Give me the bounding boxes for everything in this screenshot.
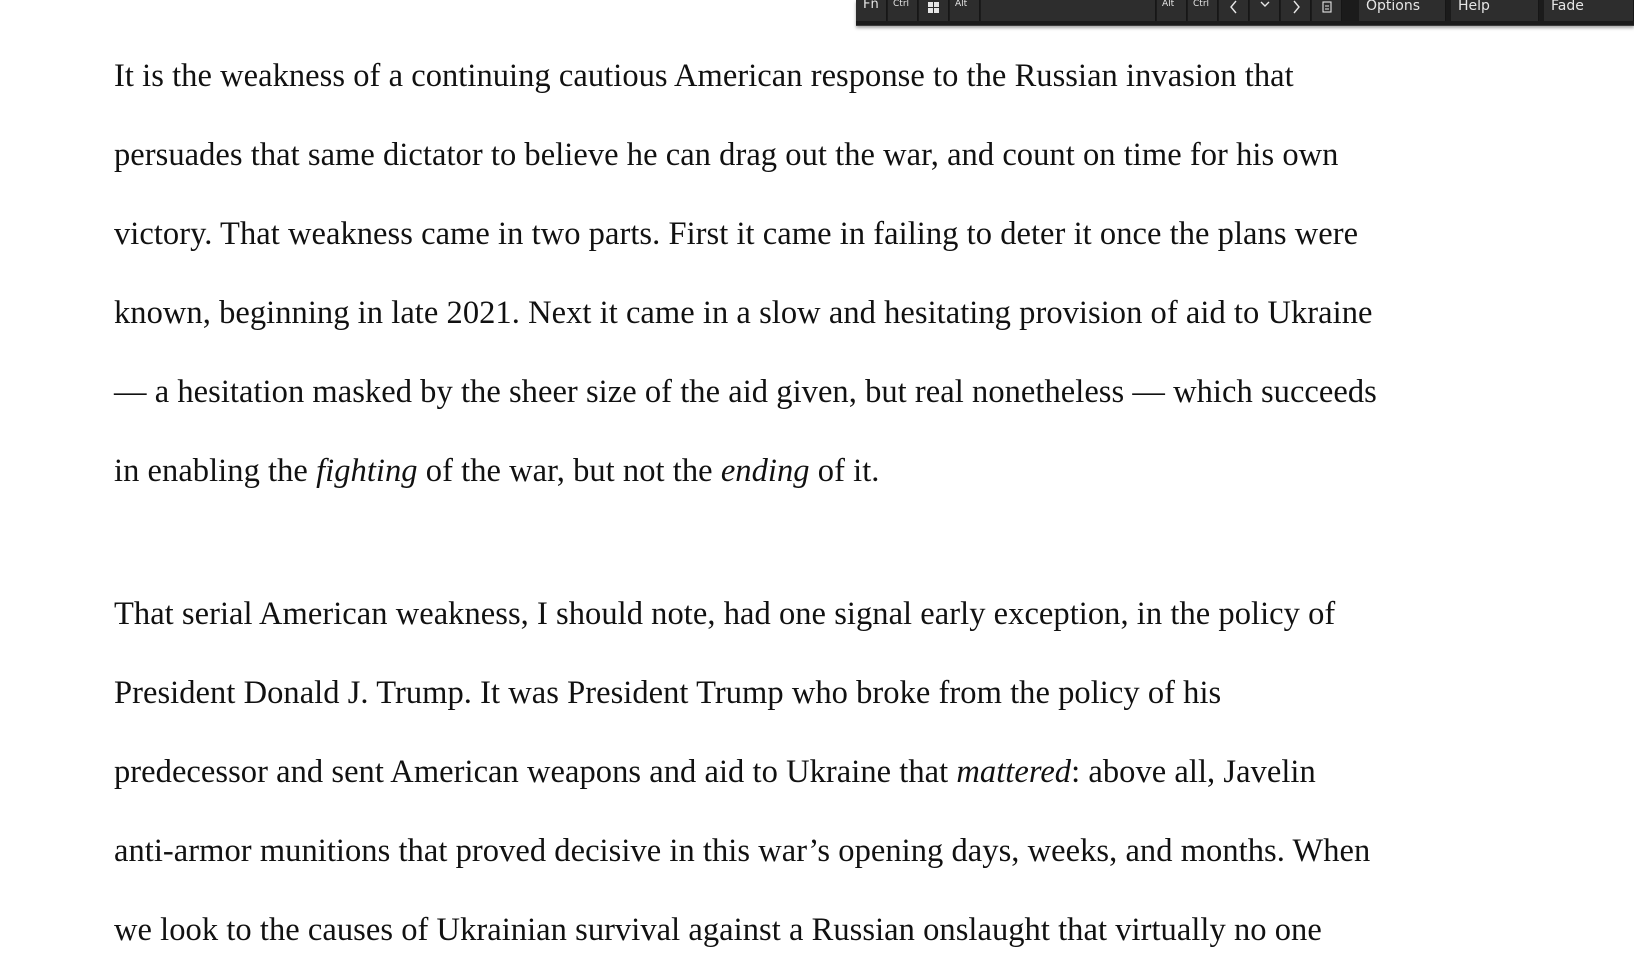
text-run: persuades that same dictator to believe he can drag out the war, and count on time for his own bbox=[114, 137, 1339, 173]
text-run: victory. That weakness came in two parts. First it came in failing to deter it once the plans were bbox=[114, 216, 1359, 252]
text-line bbox=[114, 451, 879, 491]
fade-key[interactable]: Fade bbox=[1544, 0, 1634, 21]
chevron-right-icon bbox=[1290, 0, 1302, 14]
text-line bbox=[114, 56, 1294, 96]
text-run: anti-armor munitions that proved decisive in this war’s opening days, weeks, and months. When bbox=[114, 833, 1371, 869]
text-line bbox=[114, 214, 1358, 254]
windows-icon bbox=[928, 2, 940, 14]
windows-key[interactable] bbox=[919, 0, 949, 21]
space-key[interactable] bbox=[981, 0, 1156, 21]
text-run: predecessor and sent American weapons and aid to Ukraine that bbox=[114, 754, 957, 790]
text-run: : above all, Javelin bbox=[1071, 754, 1316, 790]
italic-text: mattered bbox=[956, 754, 1072, 790]
text-run: That serial American weakness, I should note, had one signal early exception, in the policy of bbox=[114, 596, 1336, 632]
text-line bbox=[114, 831, 1370, 871]
alt-key[interactable]: Alt bbox=[950, 0, 980, 21]
text-line bbox=[114, 594, 1335, 634]
text-run: of the war, but not the bbox=[417, 453, 721, 489]
right-arrow-key[interactable] bbox=[1281, 0, 1311, 21]
text-line bbox=[114, 372, 1377, 412]
down-arrow-key[interactable] bbox=[1250, 0, 1280, 21]
alt-right-key[interactable]: Alt bbox=[1157, 0, 1187, 21]
text-line bbox=[114, 135, 1338, 175]
ctrl-right-key[interactable]: Ctrl bbox=[1188, 0, 1218, 21]
menu-key[interactable] bbox=[1312, 0, 1342, 21]
text-line bbox=[114, 910, 1322, 950]
text-line bbox=[114, 673, 1221, 713]
text-run: President Donald J. Trump. It was President Trump who broke from the policy of his bbox=[114, 675, 1222, 711]
text-run: known, beginning in late 2021. Next it came in a slow and hesitating provision of aid to Ukraine bbox=[114, 295, 1373, 331]
text-run: of it. bbox=[809, 453, 880, 489]
italic-text: fighting bbox=[316, 453, 418, 489]
ctrl-key[interactable]: Ctrl bbox=[888, 0, 918, 21]
text-line bbox=[114, 752, 1316, 792]
text-run: It is the weakness of a continuing cautious American response to the Russian invasion that bbox=[114, 58, 1294, 94]
text-run: in enabling the bbox=[114, 453, 317, 489]
left-arrow-key[interactable] bbox=[1219, 0, 1249, 21]
text-line bbox=[114, 293, 1373, 333]
italic-text: ending bbox=[720, 453, 810, 489]
fn-key[interactable]: Fn bbox=[856, 0, 887, 21]
text-run: we look to the causes of Ukrainian survival against a Russian onslaught that virtually no one bbox=[114, 912, 1322, 948]
text-run: — a hesitation masked by the sheer size of the aid given, but real nonetheless — which succeeds bbox=[114, 374, 1377, 410]
help-key[interactable]: Help bbox=[1451, 0, 1539, 21]
on-screen-keyboard bbox=[856, 0, 1634, 26]
options-key[interactable]: Options bbox=[1359, 0, 1446, 21]
context-menu-icon bbox=[1321, 0, 1333, 14]
chevron-left-icon bbox=[1228, 0, 1240, 14]
chevron-down-icon bbox=[1258, 0, 1272, 12]
